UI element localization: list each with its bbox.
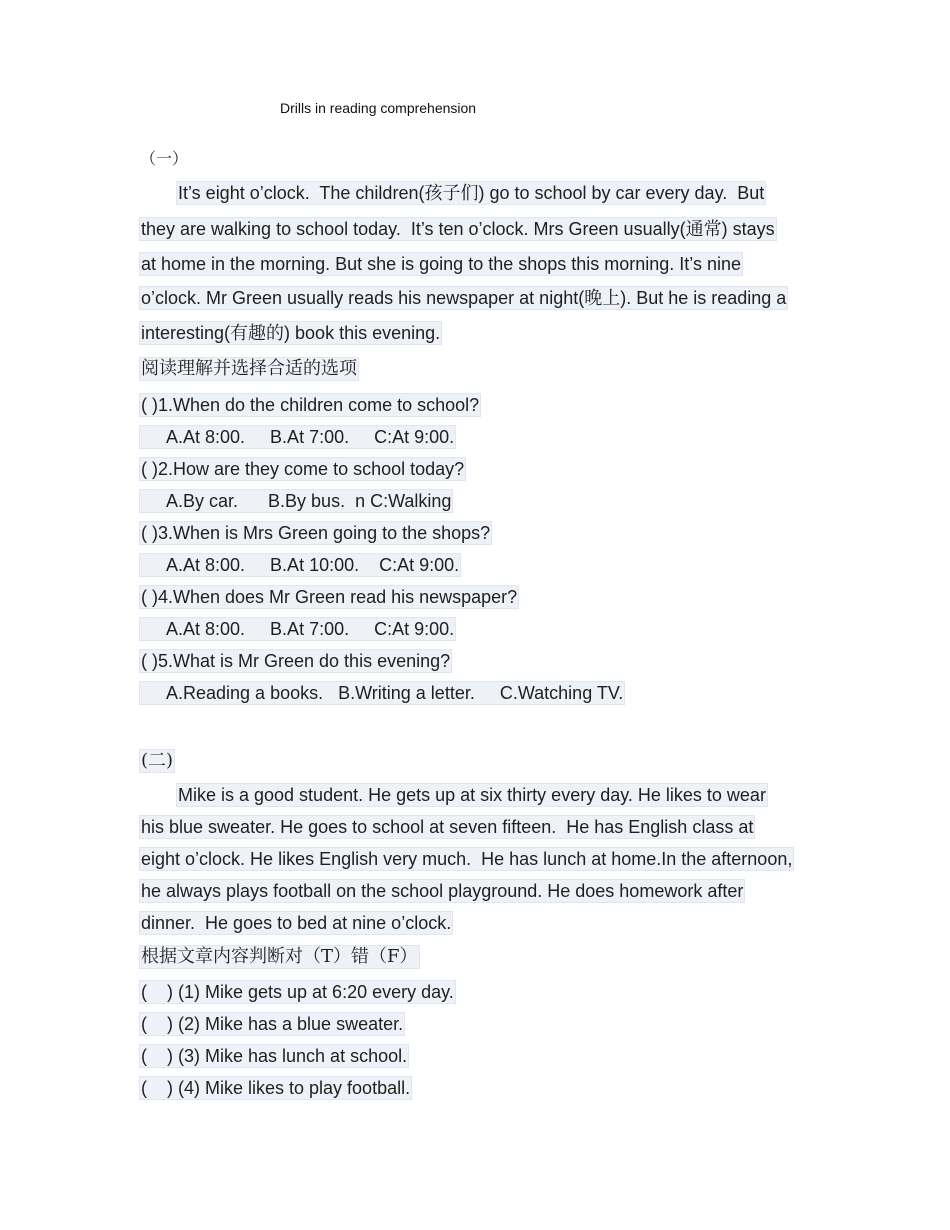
passage-2-line: dinner. He goes to bed at nine o’clock. — [141, 913, 452, 933]
true-false-statement: ( ) (4) Mike likes to play football. — [141, 1078, 411, 1098]
question-options: A.At 8:00. B.At 7:00. C:At 9:00. — [140, 618, 455, 640]
true-false-statement: ( ) (2) Mike has a blue sweater. — [141, 1014, 404, 1034]
section-2-instruction: 根据文章内容判断对（T）错（F） — [141, 946, 418, 967]
question-options: A.Reading a books. B.Writing a letter. C.Watching TV. — [140, 682, 624, 704]
true-false-statement: ( ) (1) Mike gets up at 6:20 every day. — [141, 982, 454, 1002]
passage-2-line: he always plays football on the school playground. He does homework after — [141, 881, 744, 901]
section-2-label: (二) — [141, 750, 174, 771]
passage-2-line: eight o’clock. He likes English very much. He has lunch at home.In the afternoon, — [141, 849, 793, 869]
question: ( )2.How are they come to school today? — [141, 459, 465, 479]
passage-1-line: at home in the morning. But she is going to the shops this morning. It’s nine — [141, 254, 742, 274]
section-1-label: （一） — [140, 149, 189, 168]
passage-2-line: his blue sweater. He goes to school at seven fifteen. He has English class at — [141, 817, 754, 837]
question: ( )1.When do the children come to school? — [141, 395, 480, 415]
passage-1-line: interesting(有趣的) book this evening. — [141, 323, 441, 343]
document-title: Drills in reading comprehension — [280, 100, 477, 116]
question-options: A.At 8:00. B.At 10:00. C:At 9:00. — [140, 554, 460, 576]
question-options: A.By car. B.By bus. n C:Walking — [140, 490, 452, 512]
passage-1-line: It’s eight o’clock. The children(孩子们) go to school by car every day. But — [178, 183, 765, 203]
question: ( )5.What is Mr Green do this evening? — [141, 651, 451, 671]
section-1-instruction: 阅读理解并选择合适的选项 — [141, 358, 357, 379]
true-false-statement: ( ) (3) Mike has lunch at school. — [141, 1046, 408, 1066]
question: ( )4.When does Mr Green read his newspaper? — [141, 587, 518, 607]
question: ( )3.When is Mrs Green going to the shops? — [141, 523, 491, 543]
passage-1-line: they are walking to school today. It’s ten o’clock. Mrs Green usually(通常) stays — [141, 219, 775, 239]
passage-2-line: Mike is a good student. He gets up at six thirty every day. He likes to wear — [178, 785, 766, 805]
passage-1-line: o’clock. Mr Green usually reads his newspaper at night(晚上). But he is reading a — [141, 288, 787, 308]
question-options: A.At 8:00. B.At 7:00. C:At 9:00. — [140, 426, 455, 448]
